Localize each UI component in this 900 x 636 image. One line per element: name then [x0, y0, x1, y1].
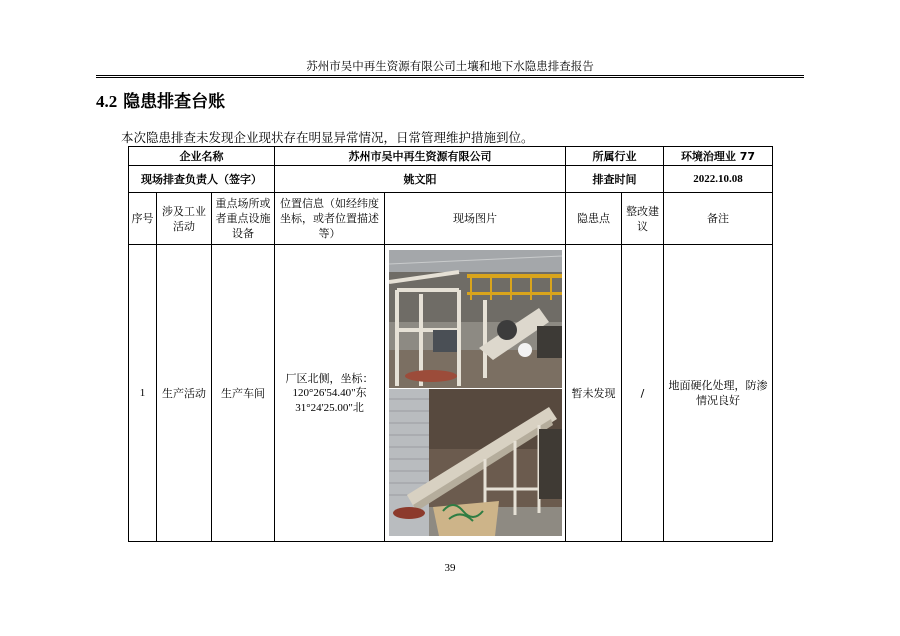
hazard-ledger-table — [128, 146, 773, 542]
company-row — [129, 147, 773, 166]
section-title — [96, 92, 225, 112]
site-photo-inclined-conveyor — [389, 389, 562, 536]
col-header-remark: 备注 — [664, 193, 773, 245]
inspector-row — [129, 166, 773, 193]
industry-label: 所属行业 — [566, 147, 664, 166]
page-number: 39 — [444, 562, 456, 574]
col-header-photo: 现场图片 — [385, 193, 566, 245]
company-label: 企业名称 — [129, 147, 275, 166]
inspector-label: 现场排查负责人（签字） — [129, 166, 275, 193]
cell-seq: 1 — [129, 245, 157, 542]
date-value: 2022.10.08 — [664, 166, 773, 193]
col-header-location: 位置信息（如经纬度坐标，或者位置描述等） — [275, 193, 385, 245]
running-header: 苏州市吴中再生资源有限公司土壤和地下水隐患排查报告 — [306, 59, 594, 73]
cell-remark: 地面硬化处理，防渗情况良好 — [664, 245, 773, 542]
cell-photos — [385, 245, 566, 542]
col-header-seq: 序号 — [129, 193, 157, 245]
location-line-3: 31°24'25.00"北 — [295, 401, 364, 414]
col-header-suggestion: 整改建议 — [622, 193, 664, 245]
company-value: 苏州市吴中再生资源有限公司 — [275, 147, 566, 166]
section-number: 4.2 — [96, 92, 118, 111]
col-header-facility: 重点场所或者重点设施设备 — [212, 193, 275, 245]
col-header-hazard: 隐患点 — [566, 193, 622, 245]
inspector-value: 姚文阳 — [275, 166, 566, 193]
col-header-activity: 涉及工业活动 — [157, 193, 212, 245]
column-header-row — [129, 193, 773, 245]
intro-paragraph: 本次隐患排查未发现企业现状存在明显异常情况，日常管理维护措施到位。 — [121, 130, 534, 145]
location-line-2: 120°26'54.40"东 — [292, 386, 367, 399]
cell-facility: 生产车间 — [212, 245, 275, 542]
table-row — [129, 245, 773, 542]
header-rule-secondary — [96, 77, 804, 78]
cell-activity: 生产活动 — [157, 245, 212, 542]
date-label: 排查时间 — [566, 166, 664, 193]
section-title-text: 隐患排查台账 — [123, 92, 226, 112]
location-line-1: 厂区北侧，坐标： — [285, 371, 374, 385]
industry-value: 环境治理业 77 — [664, 147, 773, 166]
cell-hazard: 暂未发现 — [566, 245, 622, 542]
cell-location — [275, 245, 385, 542]
site-photo-conveyor-platform — [389, 250, 562, 388]
header-rule — [96, 75, 804, 76]
cell-suggestion: / — [622, 245, 664, 542]
